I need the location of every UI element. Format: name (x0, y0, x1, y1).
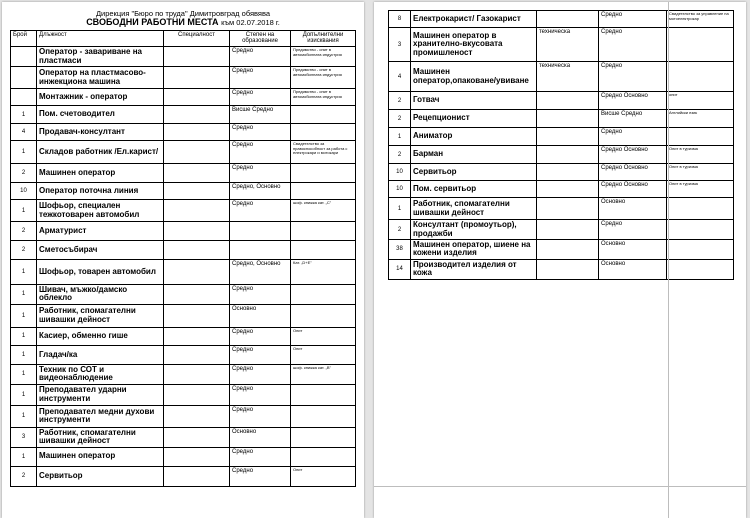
cell-requirements (291, 183, 356, 200)
cell-requirements (291, 427, 356, 447)
table-row (389, 198, 734, 220)
cell-count: 4 (11, 124, 37, 141)
cell-requirements (291, 241, 356, 260)
col-header-position: Длъжност (37, 31, 164, 47)
cell-requirements: Английски език (667, 110, 734, 128)
cell-position: Касиер, обменно гише (37, 327, 164, 345)
cell-requirements (667, 240, 734, 260)
cell-position: Пом. счетоводител (37, 106, 164, 124)
cell-requirements (291, 285, 356, 305)
table-header-row (11, 31, 356, 47)
table-row (389, 259, 734, 279)
table-row (11, 164, 356, 183)
page-guide-line (668, 2, 669, 518)
cell-specialty (537, 240, 599, 260)
table-row (11, 364, 356, 384)
cell-requirements: шоф. книжка кат. „В" (291, 364, 356, 384)
table-row (389, 92, 734, 110)
cell-count: 1 (11, 141, 37, 164)
cell-specialty (537, 128, 599, 146)
cell-specialty (164, 47, 230, 67)
cell-count: 1 (11, 447, 37, 466)
cell-requirements: Опит (291, 345, 356, 364)
cell-education (230, 222, 291, 241)
cell-position: Работник, спомагателни шивашки дейност (37, 304, 164, 327)
cell-position: Шофьор, товарен автомобил (37, 260, 164, 285)
cell-education: Средно (230, 364, 291, 384)
document-page-left (2, 2, 364, 518)
cell-specialty (164, 285, 230, 305)
cell-requirements (291, 124, 356, 141)
cell-specialty (537, 164, 599, 181)
cell-count: 10 (389, 181, 411, 198)
cell-position: Сервитьор (37, 466, 164, 486)
cell-count: 2 (11, 222, 37, 241)
cell-education: Средно (230, 47, 291, 67)
cell-specialty (537, 259, 599, 279)
table-row (389, 146, 734, 164)
cell-specialty (164, 164, 230, 183)
table-row (11, 67, 356, 89)
cell-count: 1 (11, 106, 37, 124)
cell-requirements (291, 405, 356, 427)
cell-specialty (164, 427, 230, 447)
cell-education: Средно (230, 384, 291, 405)
page-guide-line (374, 486, 746, 487)
cell-position: Сервитьор (411, 164, 537, 181)
cell-position: Шофьор, специален тежкотоварен автомобил (37, 200, 164, 222)
table-row (11, 241, 356, 260)
cell-education: Средно (599, 220, 667, 240)
cell-position: Техник по СОТ и видеонаблюдение (37, 364, 164, 384)
cell-position: Рецепционист (411, 110, 537, 128)
cell-requirements (667, 128, 734, 146)
header-agency-line: Дирекция "Бюро по труда" Димитровград обявява (95, 9, 271, 18)
cell-position: Електрокарист/ Газокарист (411, 11, 537, 28)
cell-position: Работник, спомагателни шивашки дейност (37, 427, 164, 447)
cell-count: 1 (11, 384, 37, 405)
cell-specialty (537, 92, 599, 110)
cell-specialty (537, 220, 599, 240)
cell-education: Средно Основно (599, 164, 667, 181)
cell-count: 10 (11, 183, 37, 200)
table-row (11, 345, 356, 364)
cell-specialty (164, 241, 230, 260)
cell-requirements: Предимство - опит в автомобилната индустрия (291, 67, 356, 89)
cell-specialty (164, 106, 230, 124)
cell-position: Барман (411, 146, 537, 164)
cell-position: Арматурист (37, 222, 164, 241)
table-row (389, 28, 734, 62)
cell-education: Основно (599, 198, 667, 220)
cell-education: Средно, Основно (230, 183, 291, 200)
table-row (389, 128, 734, 146)
table-row (389, 240, 734, 260)
cell-education: Средно (230, 124, 291, 141)
cell-specialty (164, 67, 230, 89)
cell-education: Средно (230, 285, 291, 305)
table-row (11, 427, 356, 447)
cell-position: Преподавател ударни инструменти (37, 384, 164, 405)
table-row (11, 405, 356, 427)
cell-requirements (291, 384, 356, 405)
cell-position: Пом. сервитьор (411, 181, 537, 198)
cell-specialty (164, 405, 230, 427)
cell-specialty (164, 345, 230, 364)
document-header (2, 2, 364, 28)
cell-education: Висше Средно (230, 106, 291, 124)
cell-specialty (164, 222, 230, 241)
col-header-education: Степен на образование (230, 31, 291, 47)
cell-education: Средно, Основно (230, 260, 291, 285)
cell-education: Средно (230, 447, 291, 466)
cell-count: 1 (11, 304, 37, 327)
cell-requirements (667, 28, 734, 62)
table-row (11, 304, 356, 327)
cell-education: Средно (599, 28, 667, 62)
col-header-specialty: Специалност (164, 31, 230, 47)
cell-requirements (667, 198, 734, 220)
cell-position: Гладач/ка (37, 345, 164, 364)
cell-requirements: шоф. книжка кат. „С" (291, 200, 356, 222)
cell-specialty: техническа (537, 62, 599, 92)
cell-education: Средно (230, 141, 291, 164)
cell-specialty: техническа (537, 28, 599, 62)
cell-specialty (164, 141, 230, 164)
cell-position: Работник, спомагателни шивашки дейност (411, 198, 537, 220)
cell-education: Основно (599, 240, 667, 260)
cell-count: 8 (389, 11, 411, 28)
cell-count (11, 67, 37, 89)
cell-position: Оператор - завариване на пластмаси (37, 47, 164, 67)
header-date: към 02.07.2018 г. (221, 18, 280, 28)
cell-education: Основно (599, 259, 667, 279)
table-row (11, 141, 356, 164)
cell-position: Машинен оператор, шиене на кожени изделия (411, 240, 537, 260)
cell-position: Машинен оператор в хранително-вкусовата промишленост (411, 28, 537, 62)
cell-education: Средно Основно (599, 146, 667, 164)
cell-education: Средно (230, 345, 291, 364)
cell-count: 1 (389, 198, 411, 220)
cell-education: Средно (230, 466, 291, 486)
cell-position: Машинен оператор (37, 164, 164, 183)
cell-position: Машинен оператор (37, 447, 164, 466)
table-row (11, 447, 356, 466)
cell-specialty (164, 260, 230, 285)
cell-requirements: Кат. „D+E" (291, 260, 356, 285)
cell-count: 1 (11, 285, 37, 305)
cell-requirements: опит (667, 92, 734, 110)
document-page-right (374, 2, 746, 518)
table-row (11, 200, 356, 222)
cell-requirements: Опит (291, 466, 356, 486)
cell-requirements (667, 259, 734, 279)
cell-count (11, 89, 37, 106)
cell-requirements (667, 62, 734, 92)
cell-requirements: Предимство - опит в автомобилната индустрия (291, 89, 356, 106)
cell-count: 2 (389, 92, 411, 110)
cell-count: 1 (11, 345, 37, 364)
cell-requirements (667, 220, 734, 240)
table-row (11, 124, 356, 141)
cell-education: Средно (230, 89, 291, 106)
table-row (389, 110, 734, 128)
cell-count: 1 (11, 364, 37, 384)
cell-specialty (537, 11, 599, 28)
cell-count (11, 47, 37, 67)
cell-specialty (164, 327, 230, 345)
table-row (11, 466, 356, 486)
cell-position: Машинен оператор,опаковане/увиване (411, 62, 537, 92)
cell-count: 2 (11, 241, 37, 260)
col-header-count: Брой (11, 31, 37, 47)
cell-count: 10 (389, 164, 411, 181)
cell-specialty (164, 466, 230, 486)
header-title-line (2, 18, 364, 28)
cell-requirements (291, 164, 356, 183)
cell-specialty (164, 304, 230, 327)
cell-education: Средно (599, 62, 667, 92)
cell-education: Средно (230, 405, 291, 427)
cell-count: 2 (389, 110, 411, 128)
cell-requirements: Опит (291, 327, 356, 345)
cell-requirements (291, 106, 356, 124)
vacancies-table-right (388, 10, 734, 280)
cell-education (230, 241, 291, 260)
table-row (11, 183, 356, 200)
cell-requirements: Опит в туризма (667, 181, 734, 198)
cell-requirements: Опит в туризма (667, 164, 734, 181)
cell-position: Монтажник - оператор (37, 89, 164, 106)
cell-education: Средно Основно (599, 92, 667, 110)
cell-requirements: Свидетелство за управление на мотоелектрокар (667, 11, 734, 28)
cell-requirements (291, 304, 356, 327)
cell-count: 2 (11, 466, 37, 486)
cell-education: Средно (599, 128, 667, 146)
table-row (11, 327, 356, 345)
cell-specialty (537, 110, 599, 128)
cell-count: 1 (11, 200, 37, 222)
cell-position: Оператор на пластмасово-инжекциона машина (37, 67, 164, 89)
cell-position: Шивач, мъжко/дамско облекло (37, 285, 164, 305)
cell-education: Средно (230, 67, 291, 89)
table-row (11, 384, 356, 405)
table-row (11, 106, 356, 124)
cell-count: 1 (11, 327, 37, 345)
cell-count: 3 (11, 427, 37, 447)
cell-specialty (164, 447, 230, 466)
cell-position: Продавач-консултант (37, 124, 164, 141)
header-title: СВОБОДНИ РАБОТНИ МЕСТА (86, 17, 219, 28)
cell-count: 2 (11, 164, 37, 183)
cell-count: 2 (389, 220, 411, 240)
cell-specialty (537, 198, 599, 220)
cell-position: Оператор поточна линия (37, 183, 164, 200)
cell-requirements: Опит в туризма (667, 146, 734, 164)
table-row (389, 11, 734, 28)
cell-count: 1 (11, 405, 37, 427)
cell-position: Консултант (промоутьор), продажби (411, 220, 537, 240)
col-header-requirements: Допълнителни изисквания (291, 31, 356, 47)
cell-count: 1 (389, 128, 411, 146)
cell-specialty (164, 183, 230, 200)
cell-education: Средно (230, 164, 291, 183)
cell-position: Аниматор (411, 128, 537, 146)
cell-specialty (537, 146, 599, 164)
cell-specialty (164, 124, 230, 141)
cell-education: Средно (230, 200, 291, 222)
cell-count: 4 (389, 62, 411, 92)
cell-specialty (164, 364, 230, 384)
table-row (389, 164, 734, 181)
cell-education: Средно (230, 327, 291, 345)
cell-position: Сметосъбирач (37, 241, 164, 260)
cell-specialty (164, 200, 230, 222)
table-row (11, 47, 356, 67)
cell-requirements: Свидетелство за правоспособност за работа с електрокари и мотокари (291, 141, 356, 164)
cell-specialty (164, 384, 230, 405)
table-row (389, 220, 734, 240)
cell-count: 2 (389, 146, 411, 164)
cell-requirements (291, 447, 356, 466)
cell-count: 14 (389, 259, 411, 279)
table-row (389, 62, 734, 92)
cell-education: Основно (230, 304, 291, 327)
table-row (11, 285, 356, 305)
cell-education: Висше Средно (599, 110, 667, 128)
cell-education: Средно Основно (599, 181, 667, 198)
cell-education: Средно (599, 11, 667, 28)
cell-position: Складов работник /Ел.карист/ (37, 141, 164, 164)
cell-count: 3 (389, 28, 411, 62)
cell-position: Преподавател медни духови инструменти (37, 405, 164, 427)
vacancies-table-left (10, 30, 356, 487)
cell-count: 1 (11, 260, 37, 285)
cell-requirements (291, 222, 356, 241)
table-row (11, 222, 356, 241)
cell-position: Производител изделия от кожа (411, 259, 537, 279)
table-row (11, 89, 356, 106)
table-row (11, 260, 356, 285)
cell-specialty (537, 181, 599, 198)
cell-specialty (164, 89, 230, 106)
cell-education: Основно (230, 427, 291, 447)
table-row (389, 181, 734, 198)
cell-requirements: Предимство - опит в автомобилната индустрия (291, 47, 356, 67)
cell-count: 38 (389, 240, 411, 260)
cell-position: Готвач (411, 92, 537, 110)
